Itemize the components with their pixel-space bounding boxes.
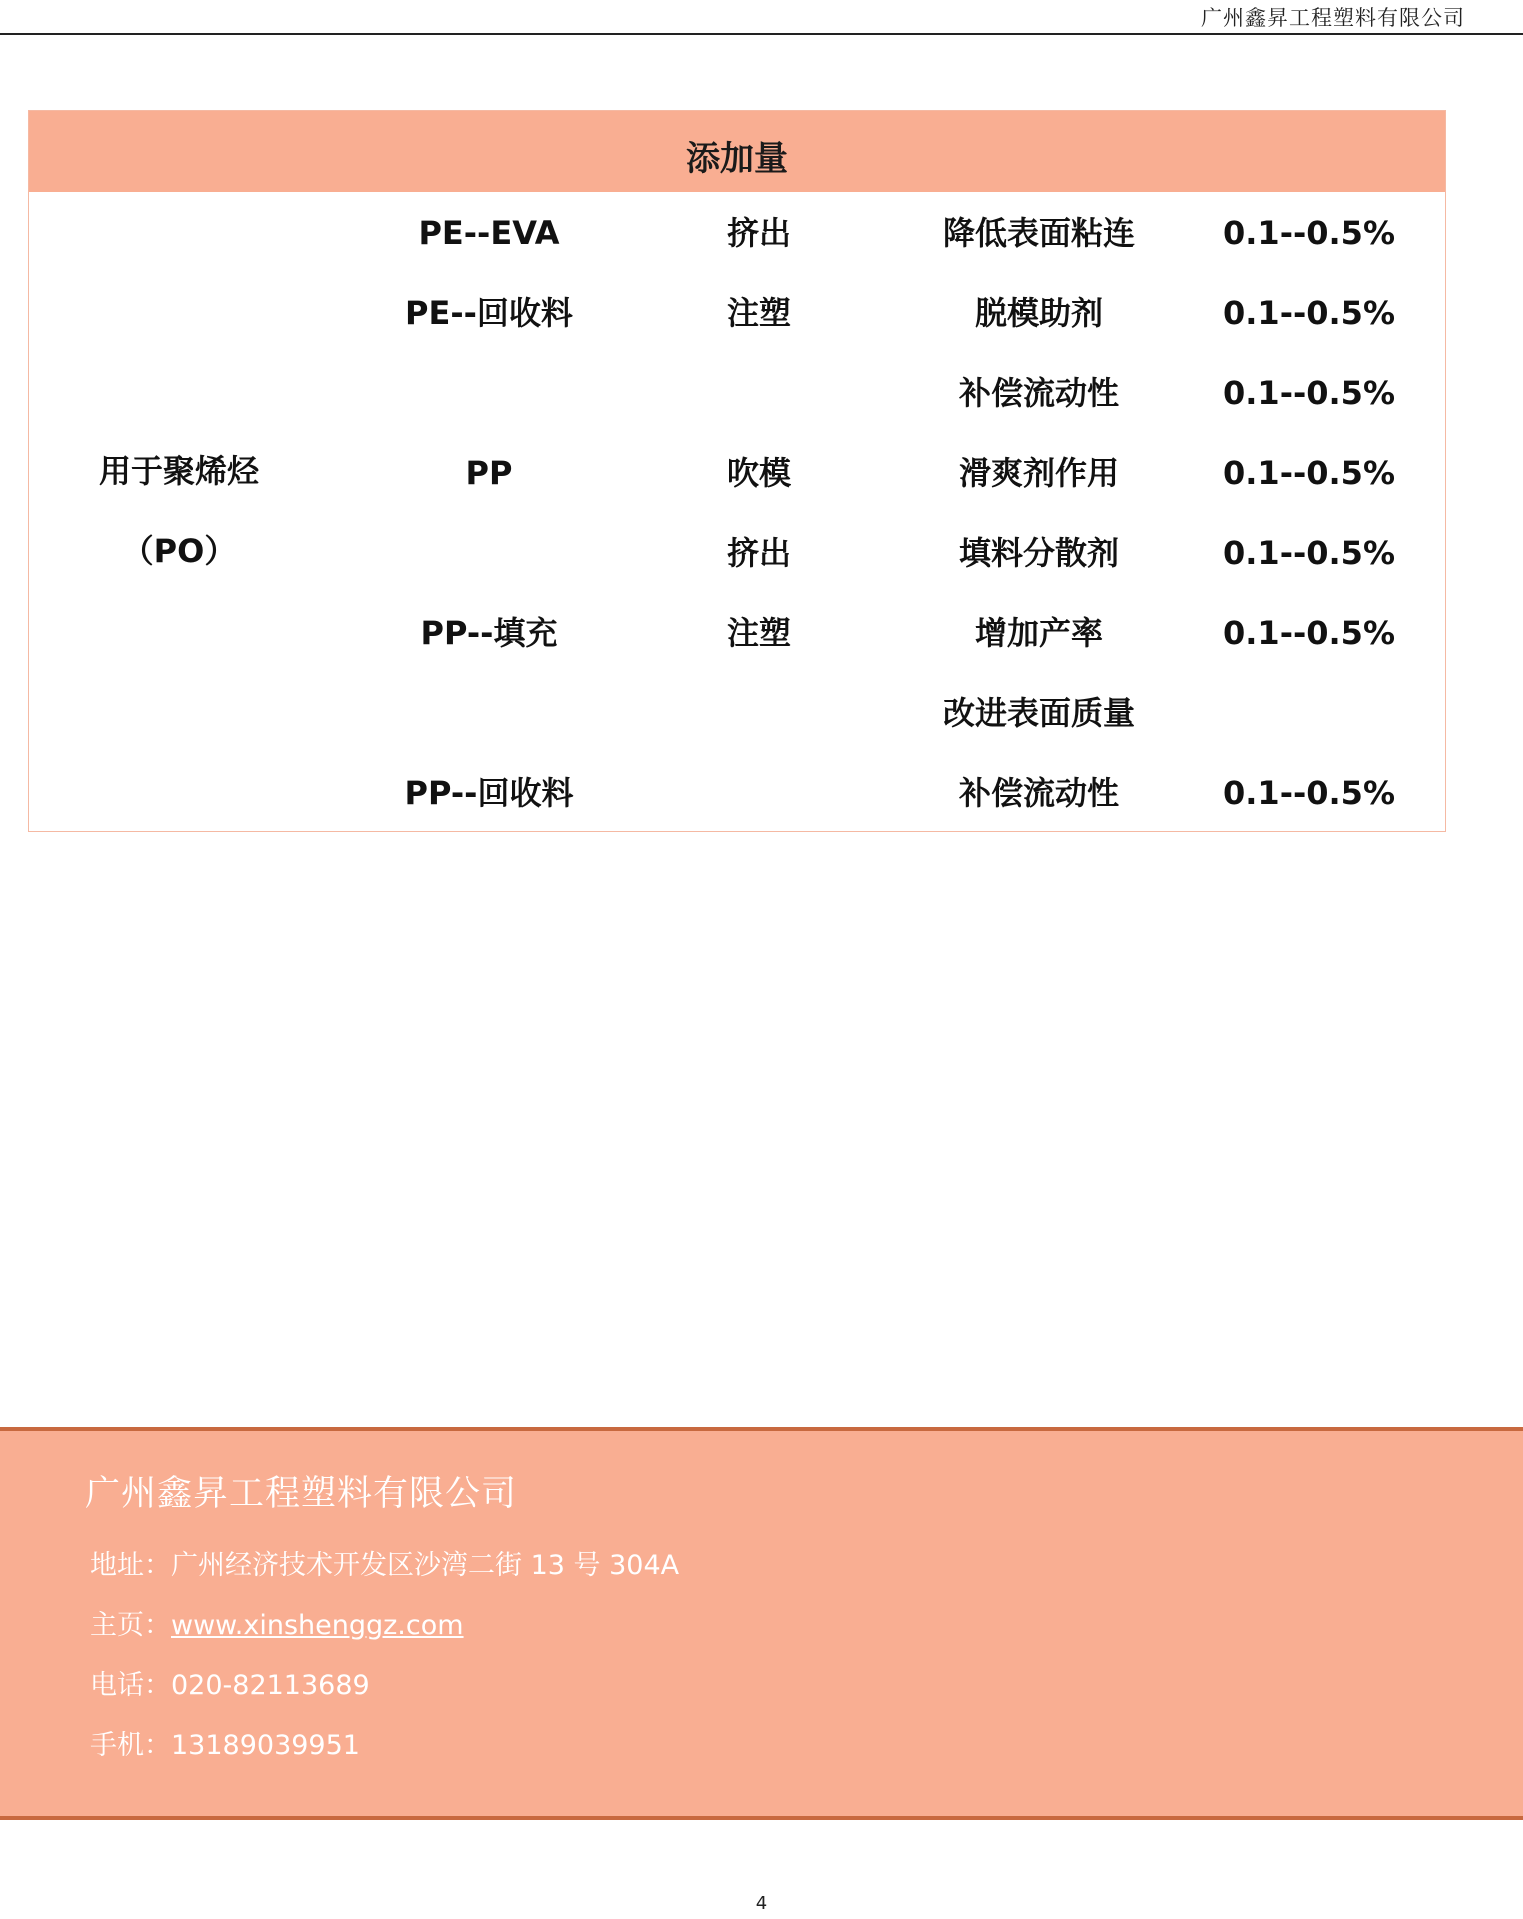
row-function: 填料分散剂 <box>958 534 1119 572</box>
row-material: PE--EVA <box>418 214 560 252</box>
category-label: 用于聚烯烃 <box>98 452 259 490</box>
row-amount: 0.1--0.5% <box>1223 214 1395 252</box>
mobile-value: 13189039951 <box>171 1730 360 1761</box>
row-amount <box>1209 693 1409 733</box>
homepage-link[interactable]: www.xinshenggz.com <box>171 1610 464 1641</box>
row-amount: 0.1--0.5% <box>1223 454 1395 492</box>
page-number: 4 <box>755 1893 768 1914</box>
header-divider <box>0 33 1523 35</box>
row-material <box>349 693 629 733</box>
address-label: 地址： <box>90 1550 171 1581</box>
row-function: 补偿流动性 <box>958 374 1119 412</box>
row-function: 滑爽剂作用 <box>958 454 1119 492</box>
row-function: 改进表面质量 <box>942 694 1135 732</box>
phone-label: 电话： <box>90 1670 171 1701</box>
page-header-company: 广州鑫昇工程塑料有限公司 <box>1201 6 1465 30</box>
row-amount: 0.1--0.5% <box>1223 774 1395 812</box>
row-amount: 0.1--0.5% <box>1223 534 1395 572</box>
footer-homepage <box>90 1603 464 1642</box>
row-material: PP <box>465 454 513 492</box>
homepage-label: 主页： <box>90 1610 171 1641</box>
row-process: 吹模 <box>726 454 791 492</box>
row-material: PE--回收料 <box>405 294 573 332</box>
table-header <box>29 111 1445 192</box>
category-label-sub: （PO） <box>121 532 237 570</box>
row-amount: 0.1--0.5% <box>1223 374 1395 412</box>
footer-company-name: 广州鑫昇工程塑料有限公司 <box>85 1474 518 1514</box>
row-material: PP--回收料 <box>404 774 574 812</box>
row-material: PP--填充 <box>420 614 558 652</box>
row-process <box>669 693 849 733</box>
footer-phone <box>90 1663 370 1702</box>
row-amount: 0.1--0.5% <box>1223 614 1395 652</box>
row-amount: 0.1--0.5% <box>1223 294 1395 332</box>
address-value: 广州经济技术开发区沙湾二街 13 号 304A <box>171 1550 680 1581</box>
mobile-label: 手机： <box>90 1730 171 1761</box>
additive-table <box>28 110 1446 832</box>
row-material <box>349 533 629 573</box>
row-process: 挤出 <box>726 534 791 572</box>
row-process: 注塑 <box>726 614 791 652</box>
table-title: 添加量 <box>686 139 788 179</box>
row-process <box>669 773 849 813</box>
footer-address <box>90 1543 679 1582</box>
row-function: 增加产率 <box>974 614 1103 652</box>
row-function: 降低表面粘连 <box>942 214 1135 252</box>
row-process: 注塑 <box>726 294 791 332</box>
footer-mobile <box>90 1723 360 1762</box>
footer-contact-panel <box>0 1427 1523 1820</box>
row-function: 补偿流动性 <box>958 774 1119 812</box>
row-function: 脱模助剂 <box>974 294 1103 332</box>
row-material <box>349 373 629 413</box>
row-process <box>669 373 849 413</box>
row-process: 挤出 <box>726 214 791 252</box>
phone-value: 020-82113689 <box>171 1670 370 1701</box>
